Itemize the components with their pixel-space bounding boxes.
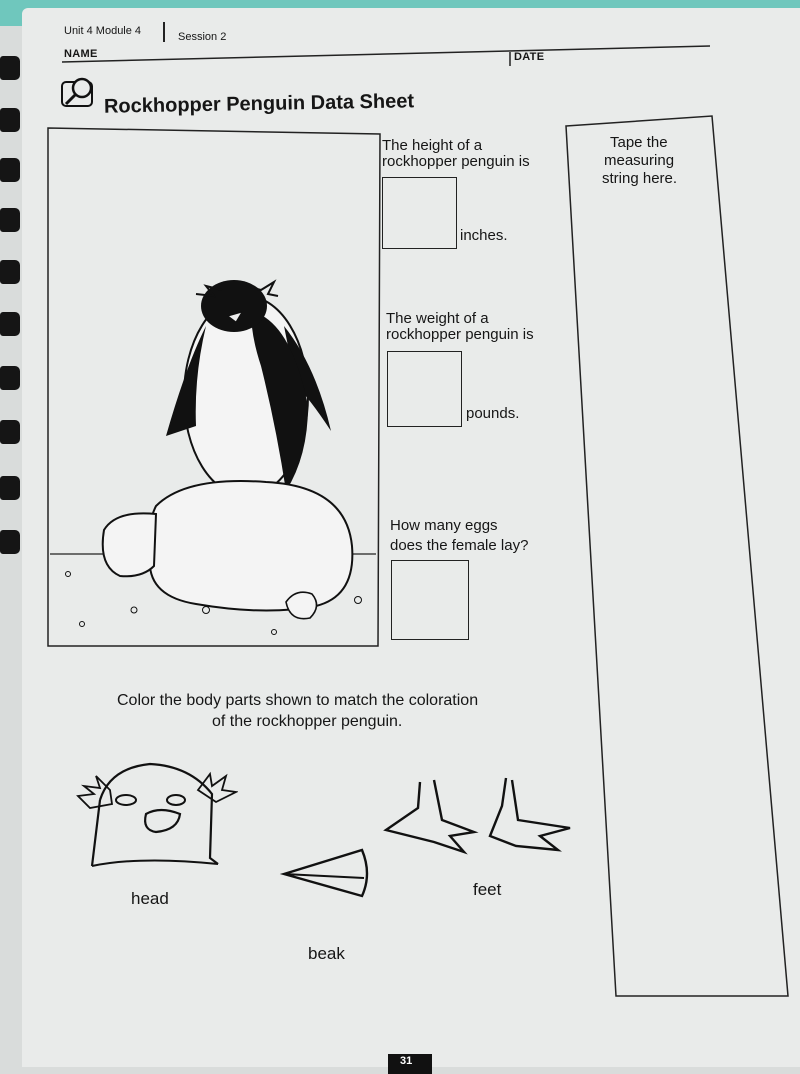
spiral-ring: [0, 420, 20, 444]
spiral-ring: [0, 260, 20, 284]
spiral-ring: [0, 158, 20, 182]
eggs-question-line1: How many eggs: [390, 517, 498, 534]
tape-box[interactable]: [560, 112, 796, 1004]
spiral-ring: [0, 366, 20, 390]
feet-drawing[interactable]: [380, 766, 594, 860]
eggs-answer-box[interactable]: [391, 560, 469, 640]
coloring-instruction-line2: of the rockhopper penguin.: [212, 713, 403, 730]
header-divider: [163, 22, 165, 42]
tape-instruction-line3: string here.: [602, 170, 678, 187]
tape-instruction-line2: measuring: [604, 152, 675, 169]
beak-drawing[interactable]: [278, 846, 372, 900]
page-number: 31: [400, 1055, 413, 1067]
beak-label: beak: [308, 944, 345, 963]
weight-unit: pounds.: [466, 405, 520, 422]
feet-label: feet: [473, 880, 502, 899]
spiral-ring: [0, 208, 20, 232]
height-question-line2: rockhopper penguin is: [382, 153, 530, 170]
height-answer-box[interactable]: [382, 177, 457, 249]
name-date-rule: [60, 44, 720, 74]
spiral-ring: [0, 108, 20, 132]
date-label: DATE: [514, 51, 545, 63]
weight-question-line1: The weight of a: [386, 310, 489, 327]
weight-answer-box[interactable]: [387, 351, 462, 427]
magnifier-icon: [60, 76, 100, 110]
penguin-illustration: [46, 126, 382, 650]
head-label: head: [131, 889, 169, 908]
spiral-ring: [0, 530, 20, 554]
spiral-ring: [0, 56, 20, 80]
weight-question-line2: rockhopper penguin is: [386, 326, 534, 343]
page-title: Rockhopper Penguin Data Sheet: [103, 90, 415, 118]
spiral-ring: [0, 312, 20, 336]
session-label: Session 2: [178, 31, 227, 43]
name-label: NAME: [64, 48, 98, 60]
unit-module-label: Unit 4 Module 4: [64, 25, 142, 37]
height-question-line1: The height of a: [382, 137, 483, 154]
height-unit: inches.: [460, 227, 508, 244]
eggs-question-line2: does the female lay?: [390, 537, 529, 554]
penguin-head-drawing[interactable]: [70, 760, 238, 878]
spiral-ring: [0, 476, 20, 500]
tape-instruction-line1: Tape the: [610, 134, 668, 151]
coloring-instruction-line1: Color the body parts shown to match the coloration: [117, 692, 479, 709]
